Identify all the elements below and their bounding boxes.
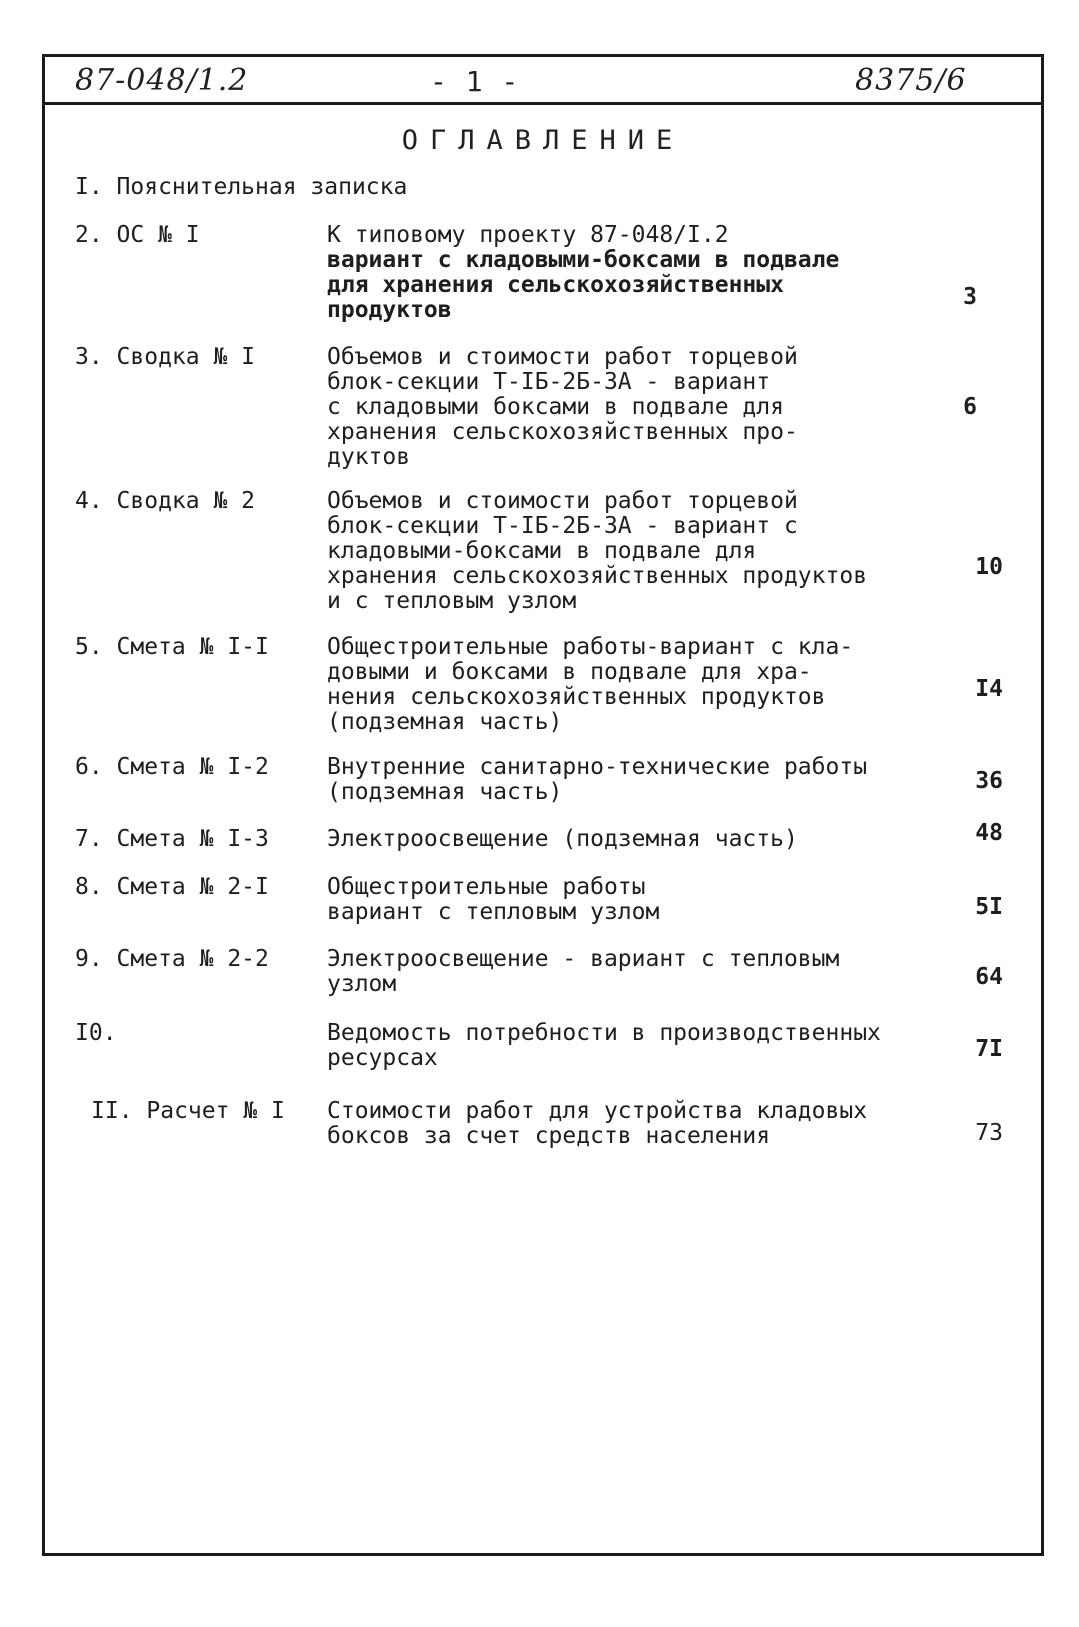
description-line: дуктов <box>327 444 411 470</box>
description-line: и с тепловым узлом <box>327 588 577 614</box>
description-line: кладовыми-боксами в подвале для <box>327 538 757 564</box>
description-line: нения сельскохозяйственных продуктов <box>327 684 826 710</box>
description-line: Ведомость потребности в производственных <box>327 1020 881 1046</box>
description-line: хранения сельскохозяйственных продуктов <box>327 563 868 589</box>
entry-number: I. Пояснительная записка <box>75 174 408 200</box>
entry-number: 7. Смета № I-3 <box>75 826 269 852</box>
entry-number: I0. <box>75 1020 117 1046</box>
description-line: узлом <box>327 971 397 997</box>
entry-number: II. Расчет № I <box>91 1098 285 1124</box>
entry-page: 6 <box>963 394 977 420</box>
description-line: продуктов <box>327 297 452 323</box>
entry-number: 9. Смета № 2-2 <box>75 946 269 972</box>
entry-page: 10 <box>975 554 1003 580</box>
entry-page: 48 <box>975 820 1003 846</box>
description-line: боксов за счет средств населения <box>327 1123 771 1149</box>
entry-description <box>327 223 927 323</box>
entry-description <box>327 489 927 614</box>
header-strip <box>45 57 1041 105</box>
toc-title: ОГЛАВЛЕНИЕ <box>401 125 685 156</box>
entry-description <box>327 635 927 735</box>
description-line: Объемов и стоимости работ торцевой <box>327 488 798 514</box>
entry-number: 3. Сводка № I <box>75 344 256 370</box>
entry-description <box>327 947 927 997</box>
description-line: вариант с тепловым узлом <box>327 899 660 925</box>
entry-number: 8. Смета № 2-I <box>75 874 269 900</box>
description-line: довыми и боксами в подвале для хра- <box>327 659 812 685</box>
description-line: Объемов и стоимости работ торцевой <box>327 344 798 370</box>
doc-code: 87-048/1.2 <box>75 63 249 98</box>
description-line: хранения сельскохозяйственных про- <box>327 419 798 445</box>
entry-page: 7I <box>975 1036 1003 1062</box>
description-line: блок-секции Т-IБ-2Б-3А - вариант с <box>327 513 798 539</box>
description-line: Внутренние санитарно-технические работы <box>327 754 868 780</box>
page-number: - 1 - <box>430 65 520 98</box>
description-line: с кладовыми боксами в подвале для <box>327 394 784 420</box>
description-line: Электроосвещение (подземная часть) <box>327 826 798 852</box>
description-line: для хранения сельскохозяйственных <box>327 272 784 298</box>
document-sheet <box>42 54 1044 1556</box>
entry-description <box>327 875 927 925</box>
description-line: К типовому проекту 87-048/I.2 <box>327 222 729 248</box>
description-line: Электроосвещение - вариант с тепловым <box>327 946 840 972</box>
description-line: вариант с кладовыми-боксами в подвале <box>327 247 840 273</box>
entry-page: 64 <box>975 964 1003 990</box>
description-line: ресурсах <box>327 1045 438 1071</box>
description-line: блок-секции Т-IБ-2Б-3А - вариант <box>327 369 771 395</box>
entry-number: 5. Смета № I-I <box>75 634 269 660</box>
description-line: Стоимости работ для устройства кладовых <box>327 1098 868 1124</box>
entry-page: 36 <box>975 768 1003 794</box>
description-line: Общестроительные работы-вариант с кла- <box>327 634 854 660</box>
entry-description <box>327 827 927 852</box>
description-line: (подземная часть) <box>327 779 563 805</box>
sheet-id: 8375/6 <box>855 63 967 98</box>
entry-number: 6. Смета № I-2 <box>75 754 269 780</box>
entry-description <box>327 1021 927 1071</box>
entry-page: I4 <box>975 676 1003 702</box>
entry-page: 5I <box>975 894 1003 920</box>
entry-description <box>327 345 927 470</box>
description-line: (подземная часть) <box>327 709 563 735</box>
entry-description <box>327 755 927 805</box>
entry-page: 73 <box>975 1120 1003 1146</box>
entry-number: 4. Сводка № 2 <box>75 488 256 514</box>
description-line: Общестроительные работы <box>327 874 646 900</box>
entry-number: 2. ОС № I <box>75 222 200 248</box>
entry-page: 3 <box>963 284 977 310</box>
entry-description <box>327 1099 927 1149</box>
